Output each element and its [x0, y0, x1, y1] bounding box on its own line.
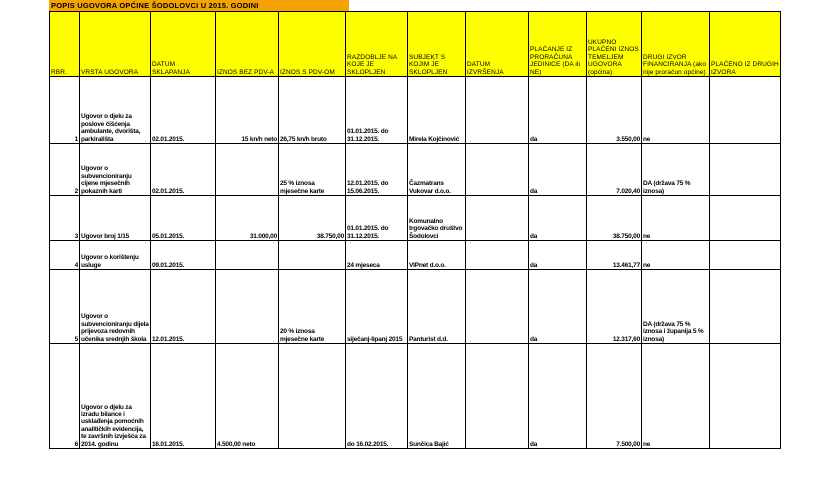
column-header-ukupno-placeni-iznos: UKUPNO PLAĆENI IZNOS TEMELJEM UGOVORA (općina) [587, 12, 642, 77]
cell-bez-pdv [216, 241, 279, 270]
cell-bez-pdv: 4.500,00 neto [216, 344, 279, 449]
cell-placeno-drugi [710, 344, 781, 449]
column-header-subjekt: SUBJEKT S KOJIM JE SKLOPLJEN [408, 12, 466, 77]
cell-razdoblje: 12.01.2015. do 15.06.2015. [346, 144, 408, 196]
cell-placeno-drugi [710, 77, 781, 144]
table-row [50, 144, 781, 196]
cell-izvrsenje [466, 344, 529, 449]
cell-drugi-izvor: ne [642, 196, 710, 241]
cell-rbr: 5 [50, 270, 80, 344]
cell-drugi-izvor: DA (državа 75 % iznosa i županija 5 % iznosa) [642, 270, 710, 344]
cell-subjekt: VIPnet d.o.o. [408, 241, 466, 270]
cell-datum: 09.01.2015. [151, 241, 216, 270]
cell-s-pdv [279, 344, 346, 449]
cell-rbr: 3 [50, 196, 80, 241]
cell-razdoblje: do 16.02.2015. [346, 344, 408, 449]
cell-placanje: da [529, 241, 587, 270]
cell-subjekt: Panturist d.d. [408, 270, 466, 344]
cell-izvrsenje [466, 196, 529, 241]
cell-subjekt: Sunčica Bajić [408, 344, 466, 449]
table-row [50, 270, 781, 344]
cell-subjekt: Čazmatrans Vukovar d.o.o. [408, 144, 466, 196]
cell-datum: 02.01.2015. [151, 77, 216, 144]
cell-s-pdv: 38.750,00 [279, 196, 346, 241]
cell-izvrsenje [466, 77, 529, 144]
table-row [50, 77, 781, 144]
table-header-row [50, 12, 781, 77]
cell-vrsta: Ugovor broj 1/15 [80, 196, 151, 241]
cell-vrsta: Ugovor o subvencioniranju cijene mjesečnih pokaznih karti [80, 144, 151, 196]
cell-razdoblje: 24 mjeseca [346, 241, 408, 270]
column-header-datum-izvrsenja: DATUM IZVRŠENJA [466, 12, 529, 77]
cell-s-pdv: 20 % iznosa mjesečne karte [279, 270, 346, 344]
cell-vrsta: Ugovor o korištenju usluge [80, 241, 151, 270]
table-row [50, 241, 781, 270]
column-header-iznos-bez-pdv: IZNOS BEZ PDV-A [216, 12, 279, 77]
column-header-razdoblje: RAZDOBLJE NA KOJE JE SKLOPLJEN [346, 12, 408, 77]
cell-bez-pdv [216, 270, 279, 344]
cell-placanje: da [529, 344, 587, 449]
cell-placanje: da [529, 144, 587, 196]
cell-placeno-drugi [710, 144, 781, 196]
cell-datum: 12.01.2015. [151, 270, 216, 344]
cell-subjekt: Komunalno trgovačko društvo Šodolovci [408, 196, 466, 241]
cell-razdoblje: 01.01.2015. do 31.12.2015. [346, 196, 408, 241]
column-header-iznos-s-pdv: IZNOS S PDV-OM [279, 12, 346, 77]
page-title: POPIS UGOVORA OPĆINE ŠODOLOVCI U 2015. GODINI [49, 0, 349, 12]
cell-drugi-izvor: ne [642, 344, 710, 449]
cell-placeno-drugi [710, 241, 781, 270]
table-row [50, 196, 781, 241]
cell-ukupno: 12.317,60 [587, 270, 642, 344]
contracts-table [49, 11, 781, 449]
cell-ukupno: 7.020,40 [587, 144, 642, 196]
column-header-placanje-iz-proracuna: PLAĆANJE IZ PRORAČUNA JEDINICE (DA ili NE) [529, 12, 587, 77]
cell-placanje: da [529, 196, 587, 241]
cell-placanje: da [529, 270, 587, 344]
cell-placeno-drugi [710, 270, 781, 344]
cell-ukupno: 13.461,77 [587, 241, 642, 270]
cell-subjekt: Mirela Kojčinović [408, 77, 466, 144]
cell-rbr: 2 [50, 144, 80, 196]
column-header-drugi-izvor: DRUGI IZVOR FINANCIRANJA (ako nije proračun općine) [642, 12, 710, 77]
cell-bez-pdv: 31.000,00 [216, 196, 279, 241]
column-header-rbr: RBR. [50, 12, 80, 77]
column-header-placeno-iz-drugih: PLAĆENO IZ DRUGIH IZVORA [710, 12, 781, 77]
cell-placeno-drugi [710, 196, 781, 241]
cell-bez-pdv: 15 kn/h neto [216, 77, 279, 144]
cell-rbr: 1 [50, 77, 80, 144]
cell-vrsta: Ugovor o subvencioniranju dijela prijevoza redovnih učenika srednjih škola [80, 270, 151, 344]
cell-s-pdv [279, 241, 346, 270]
cell-vrsta: Ugovor o djelu za poslove čišćenja ambulante, dvorišta, parkirališta [80, 77, 151, 144]
cell-rbr: 4 [50, 241, 80, 270]
cell-datum: 05.01.2015. [151, 196, 216, 241]
cell-drugi-izvor: ne [642, 241, 710, 270]
cell-rbr: 6 [50, 344, 80, 449]
cell-ukupno: 7.500,00 [587, 344, 642, 449]
cell-datum: 02.01.2015. [151, 144, 216, 196]
cell-drugi-izvor: ne [642, 77, 710, 144]
cell-placanje: da [529, 77, 587, 144]
cell-vrsta: Ugovor o djelu za izradu bilance i usklađenja pomoćnih analitičkih evidencija, te završnih izvješća za 2014. godinu [80, 344, 151, 449]
cell-bez-pdv [216, 144, 279, 196]
cell-s-pdv: 25 % iznosa mjesečne karte [279, 144, 346, 196]
cell-datum: 16.01.2015. [151, 344, 216, 449]
cell-izvrsenje [466, 241, 529, 270]
cell-drugi-izvor: DA (državа 75 % iznosa) [642, 144, 710, 196]
table-row [50, 344, 781, 449]
cell-s-pdv: 26,75 kn/h bruto [279, 77, 346, 144]
column-header-vrsta-ugovora: VRSTA UGOVORA [80, 12, 151, 77]
cell-ukupno: 3.550,00 [587, 77, 642, 144]
cell-izvrsenje [466, 270, 529, 344]
cell-izvrsenje [466, 144, 529, 196]
cell-razdoblje: 01.01.2015. do 31.12.2015. [346, 77, 408, 144]
cell-razdoblje: siječanj-lipanj 2015 [346, 270, 408, 344]
cell-ukupno: 38.750,00 [587, 196, 642, 241]
column-header-datum-sklapanja: DATUM SKLAPANJA [151, 12, 216, 77]
